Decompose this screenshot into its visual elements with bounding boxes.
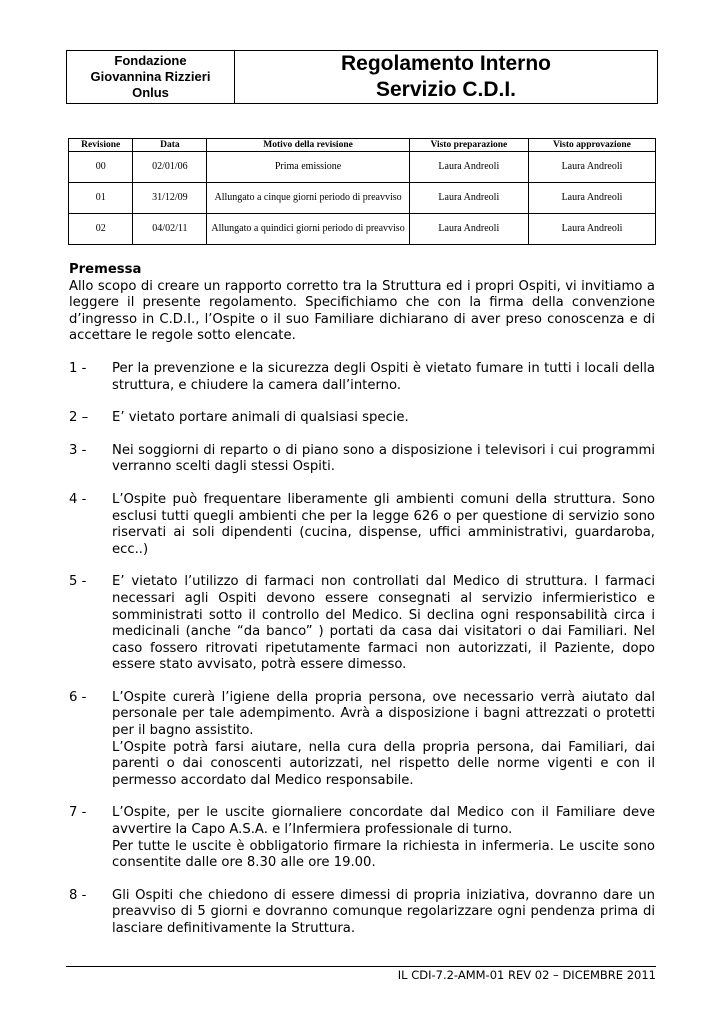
cell-date: 02/01/06 (133, 152, 207, 183)
item-paragraph: L’Ospite potrà farsi aiutare, nella cura della propria persona, dai Familiari, dai parenti o dai conoscenti autorizzati, nel rispetto delle norme vigenti e con il permesso accordato dal Medico responsabile. (112, 739, 655, 788)
list-item (69, 443, 655, 476)
table-row (69, 214, 656, 245)
premessa-heading: Premessa (69, 262, 142, 277)
table-row (69, 152, 656, 183)
item-text (112, 888, 655, 938)
item-number: 8 - (69, 887, 87, 903)
list-item (69, 492, 655, 558)
item-text (112, 574, 655, 674)
item-number: 7 - (69, 805, 87, 821)
item-paragraph: L’Ospite curerà l’igiene della propria persona, ove necessario verrà aiutato dal personale per tale adempimento. Avrà a disposizione i bagni attrezzati o protetti per il bagno assistito. (112, 689, 655, 739)
org-line-3: Onlus (132, 85, 169, 100)
cell-date: 04/02/11 (133, 214, 207, 245)
title-line-2: Servizio C.D.I. (375, 78, 517, 101)
document-body (69, 262, 655, 954)
organization-name (67, 51, 235, 103)
item-paragraph: L’Ospite, per le uscite giornaliere concordate dal Medico con il Familiare deve avvertire la Capo A.S.A. e l’Infermiera professionale di turno. (112, 805, 655, 838)
item-number: 3 - (69, 442, 87, 458)
item-number: 1 - (69, 360, 87, 376)
item-paragraph: Per tutte le uscite è obbligatorio firmare la richiesta in infermeria. Le uscite sono consentite dalle ore 8.30 alle ore 19.00. (112, 838, 655, 871)
item-number: 2 – (69, 410, 89, 426)
premessa-text: Allo scopo di creare un rapporto corretto tra la Struttura ed i propri Ospiti, vi invitiamo a leggere il presente regolamento. Specifichiamo che con la firma della convenzione d’ingresso in C.D.I., l’Ospite o il suo Familiare dichiarano di aver preso conoscenza e di accettare le regole sotto elencate. (69, 278, 655, 344)
cell-reason: Prima emissione (207, 152, 409, 183)
cell-approved: Laura Andreoli (528, 183, 655, 214)
item-number: 5 - (69, 574, 87, 590)
document-header (66, 50, 658, 104)
item-text (112, 805, 655, 871)
cell-revision: 01 (69, 183, 133, 214)
item-text (112, 443, 655, 476)
list-item (69, 410, 655, 427)
table-row (69, 183, 656, 214)
cell-reason: Allungato a quindici giorni periodo di preavviso (207, 214, 409, 245)
org-line-2: Giovannina Rizzieri (90, 69, 211, 84)
column-header-approved: Visto approvazione (528, 139, 655, 152)
cell-revision: 00 (69, 152, 133, 183)
column-header-prepared: Visto preparazione (409, 139, 528, 152)
column-header-reason: Motivo della revisione (207, 139, 409, 152)
item-text (112, 690, 655, 790)
item-paragraph: L’Ospite può frequentare liberamente gli ambienti comuni della struttura. Sono esclusi tutti quegli ambienti che per la legge 626 o per questione di servizio sono riservati ai soli dipendenti (cucina, dispense, uffici amministrativi, guardaroba, ecc..) (112, 491, 655, 557)
list-item (69, 574, 655, 674)
list-item (69, 690, 655, 790)
column-header-date: Data (133, 139, 207, 152)
list-item (69, 888, 655, 938)
revision-table-header (69, 139, 656, 152)
item-paragraph: Gli Ospiti che chiedono di essere dimessi di propria iniziativa, dovranno dare un preavviso di 5 giorni e dovranno comunque regolarizzare ogni pendenza prima di lasciare definitivamente la Struttura. (112, 887, 655, 936)
footer-divider (66, 966, 656, 967)
item-paragraph: Per la prevenzione e la sicurezza degli Ospiti è vietato fumare in tutti i locali della struttura, e chiudere la camera dall’interno. (112, 360, 655, 393)
item-paragraph: Nei soggiorni di reparto o di piano sono a disposizione i televisori i cui programmi verranno scelti dagli stessi Ospiti. (112, 442, 655, 475)
cell-approved: Laura Andreoli (528, 214, 655, 245)
item-paragraph: E’ vietato portare animali di qualsiasi specie. (112, 410, 409, 426)
cell-prepared: Laura Andreoli (409, 152, 528, 183)
revision-table (68, 138, 656, 245)
item-number: 6 - (69, 689, 87, 705)
item-text (112, 361, 655, 394)
title-line-1: Regolamento Interno (340, 52, 551, 75)
list-item (69, 361, 655, 394)
item-number: 4 - (69, 491, 87, 507)
footer-doc-code: IL CDI-7.2-AMM-01 REV 02 – DICEMBRE 2011 (397, 968, 656, 982)
cell-date: 31/12/09 (133, 183, 207, 214)
cell-prepared: Laura Andreoli (409, 214, 528, 245)
column-header-revision: Revisione (69, 139, 133, 152)
item-text (112, 492, 655, 558)
document-title (235, 51, 657, 103)
cell-approved: Laura Andreoli (528, 152, 655, 183)
cell-reason: Allungato a cinque giorni periodo di preavviso (207, 183, 409, 214)
item-text (112, 410, 655, 427)
cell-revision: 02 (69, 214, 133, 245)
list-item (69, 805, 655, 871)
cell-prepared: Laura Andreoli (409, 183, 528, 214)
item-paragraph: E’ vietato l’utilizzo di farmaci non controllati dal Medico di struttura. I farmaci necessari agli Ospiti devono essere consegnati al servizio infermieristico e somministrati sotto il controllo del Medico. Si declina ogni responsabilità circa i medicinali (anche “da banco” ) portati da casa dai visitatori o dai Familiari. Nel caso fossero ritrovati ripetutamente farmaci non autorizzati, il Paziente, dopo essere stato avvisato, potrà essere dimesso. (112, 574, 655, 673)
org-line-1: Fondazione (114, 53, 187, 68)
